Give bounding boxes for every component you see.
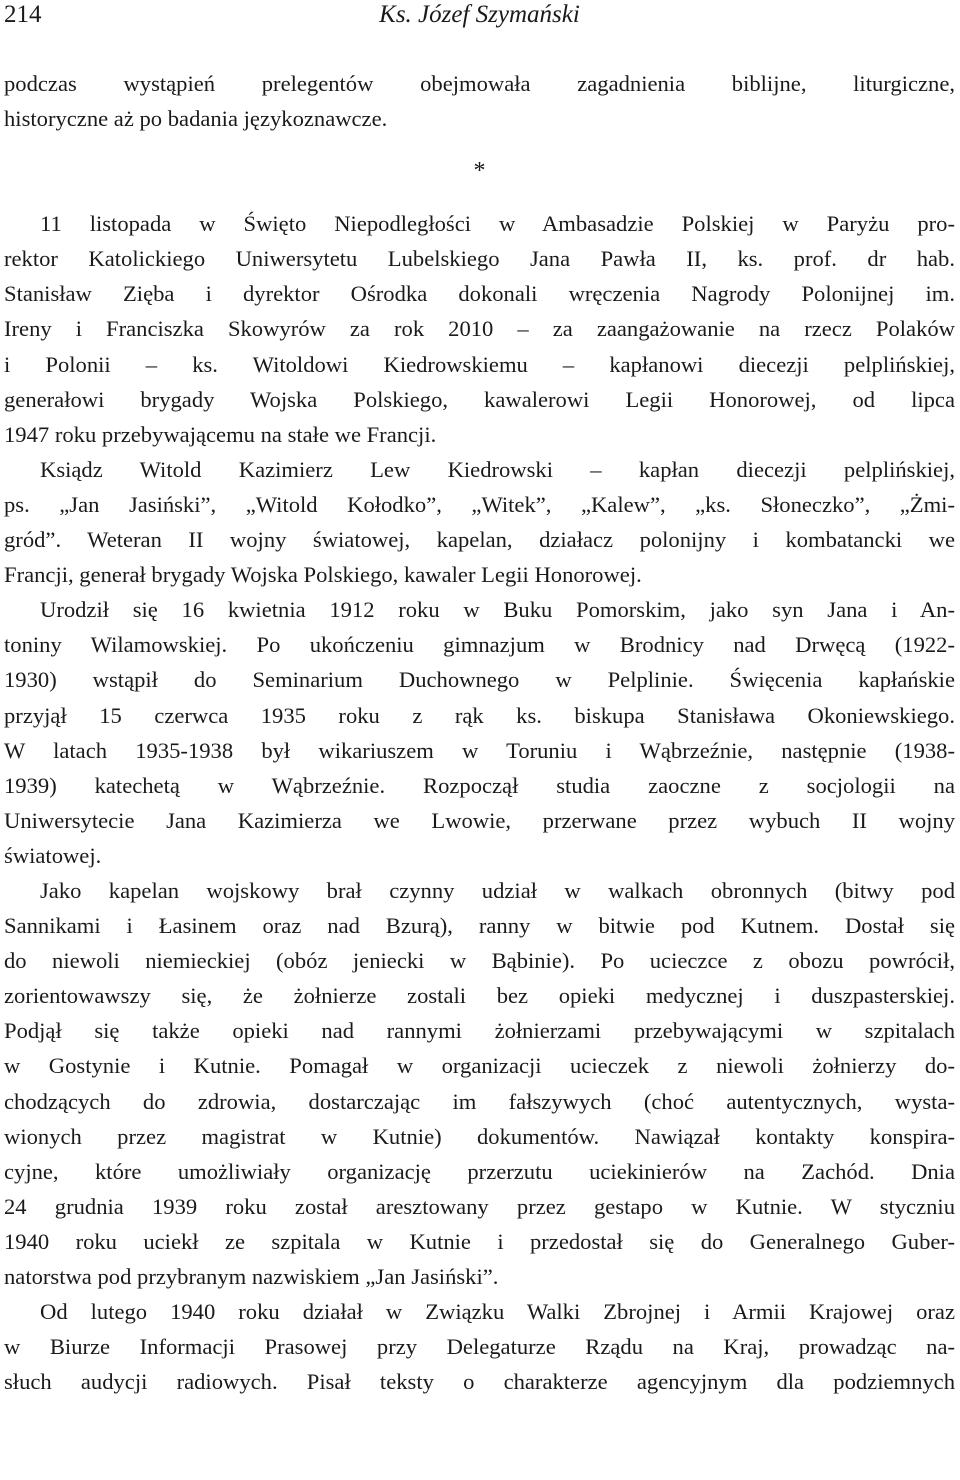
running-title: Ks. Józef Szymański	[379, 1, 580, 28]
text-line: chodzących do zdrowia, dostarczając im fałszywych (choć autentycznych, wysta-	[4, 1088, 955, 1114]
text-line: Sannikami i Łasinem oraz nad Bzurą), ranny w bitwie pod Kutnem. Dostał się	[4, 913, 955, 939]
text-line: przyjął 15 czerwca 1935 roku z rąk ks. biskupa Stanisława Okoniewskiego.	[4, 702, 955, 728]
text-line: do niewoli niemieckiej (obóz jeniecki w Bąbinie). Po ucieczce z obozu powrócił,	[4, 948, 955, 974]
text-line: Ksiądz Witold Kazimierz Lew Kiedrowski – kapłan diecezji pelplińskiej,	[40, 456, 955, 482]
text-line: Francji, generał brygady Wojska Polskiego, kawaler Legii Honorowej.	[4, 562, 642, 588]
text-line: rektor Katolickiego Uniwersytetu Lubelskiego Jana Pawła II, ks. prof. dr hab.	[4, 246, 955, 272]
text-line: i Polonii – ks. Witoldowi Kiedrowskiemu – kapłanowi diecezji pelplińskiej,	[4, 351, 955, 377]
text-line: 1939) katechetą w Wąbrzeźnie. Rozpoczął studia zaoczne z socjologii na	[4, 772, 955, 798]
text-line: 11 listopada w Święto Niepodległości w Ambasadzie Polskiej w Paryżu pro-	[40, 211, 955, 237]
text-line: ps. „Jan Jasiński”, „Witold Kołodko”, „Witek”, „Kalew”, „ks. Słoneczko”, „Żmi-	[4, 491, 955, 517]
body-text	[4, 66, 955, 1399]
text-line: 1940 roku uciekł ze szpitala w Kutnie i przedostał się do Generalnego Guber-	[4, 1228, 955, 1254]
text-line: podczas wystąpień prelegentów obejmowała zagadnienia biblijne, liturgiczne,	[4, 71, 955, 96]
text-line: Ireny i Franciszka Skowyrów za rok 2010 – za zaangażowanie na rzecz Polaków	[4, 316, 955, 342]
text-line: wionych przez magistrat w Kutnie) dokumentów. Nawiązał kontakty konspira-	[4, 1123, 955, 1149]
text-line: cyjne, które umożliwiały organizację przerzutu uciekinierów na Zachód. Dnia	[4, 1158, 955, 1184]
text-line: światowej.	[4, 842, 102, 868]
text-line: gród”. Weteran II wojny światowej, kapelan, działacz polonijny i kombatancki we	[4, 527, 955, 553]
text-line: 24 grudnia 1939 roku został aresztowany przez gestapo w Kutnie. W styczniu	[4, 1193, 955, 1219]
text-line: generałowi brygady Wojska Polskiego, kawalerowi Legii Honorowej, od lipca	[4, 386, 955, 412]
text-line: Od lutego 1940 roku działał w Związku Walki Zbrojnej i Armii Krajowej oraz	[40, 1299, 955, 1325]
section-separator: *	[473, 158, 486, 185]
text-line: toniny Wilamowskiej. Po ukończeniu gimnazjum w Brodnicy nad Drwęcą (1922-	[4, 632, 955, 658]
text-line: 1930) wstąpił do Seminarium Duchownego w Pelplinie. Święcenia kapłańskie	[4, 667, 955, 693]
text-line: 1947 roku przebywającemu na stałe we Francji.	[4, 421, 437, 447]
text-line: w Gostynie i Kutnie. Pomagał w organizacji ucieczek z niewoli żołnierzy do-	[4, 1053, 955, 1079]
running-header	[4, 0, 955, 30]
text-line: Uniwersytecie Jana Kazimierza we Lwowie, przerwane przez wybuch II wojny	[4, 807, 955, 833]
text-line: W latach 1935-1938 był wikariuszem w Toruniu i Wąbrzeźnie, następnie (1938-	[4, 737, 955, 763]
page-number: 214	[4, 1, 42, 28]
text-line: Stanisław Zięba i dyrektor Ośrodka dokonali wręczenia Nagrody Polonijnej im.	[4, 281, 955, 307]
text-line: zorientowawszy się, że żołnierze zostali bez opieki medycznej i duszpasterskiej.	[4, 983, 955, 1009]
text-line: Urodził się 16 kwietnia 1912 roku w Buku Pomorskim, jako syn Jana i An-	[40, 597, 955, 623]
text-line: w Biurze Informacji Prasowej przy Delegaturze Rządu na Kraj, prowadząc na-	[4, 1334, 955, 1360]
text-line: historyczne aż po badania językoznawcze.	[4, 106, 388, 132]
book-page	[4, 0, 955, 1480]
text-line: Podjął się także opieki nad rannymi żołnierzami przebywającymi w szpitalach	[4, 1018, 955, 1044]
text-line: Jako kapelan wojskowy brał czynny udział w walkach obronnych (bitwy pod	[40, 877, 955, 903]
text-line: natorstwa pod przybranym nazwiskiem „Jan Jasiński”.	[4, 1264, 499, 1289]
text-line: słuch audycji radiowych. Pisał teksty o charakterze agencyjnym dla podziemnych	[4, 1369, 955, 1395]
